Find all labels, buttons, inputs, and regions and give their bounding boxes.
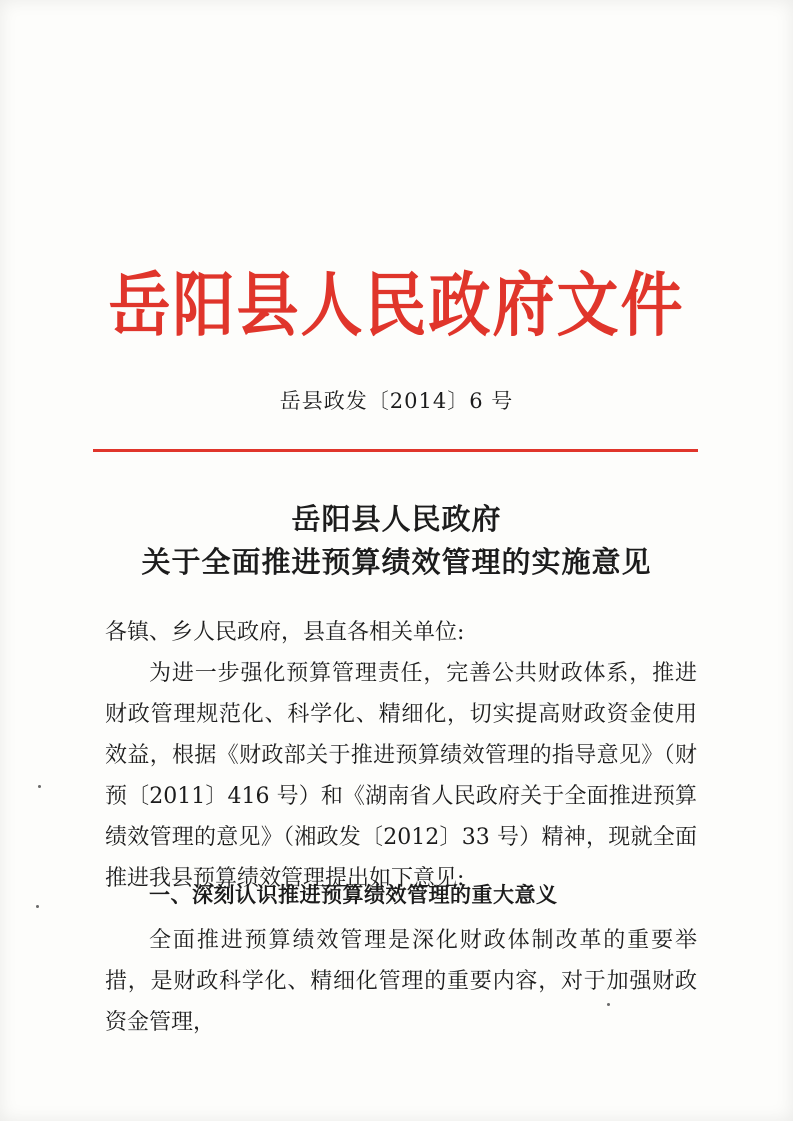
- document-title-line2: 关于全面推进预算绩效管理的实施意见: [141, 545, 652, 579]
- document-title-line1: 岳阳县人民政府: [291, 502, 502, 536]
- section-heading-1: 一、深刻认识推进预算绩效管理的重大意义: [149, 883, 558, 907]
- body-paragraph-2: 全面推进预算绩效管理是深化财政体制改革的重要举措，是财政科学化、精细化管理的重要内容，对于加强财政资金管理，: [105, 928, 697, 1035]
- salutation: 各镇、乡人民政府，县直各相关单位:: [105, 620, 465, 645]
- scan-speck: [38, 785, 41, 788]
- issuer-banner: 岳阳县人民政府文件: [108, 264, 685, 346]
- document-number: 岳县政发〔2014〕6 号: [279, 389, 514, 413]
- body-paragraph-1: 为进一步强化预算管理责任，完善公共财政体系，推进财政管理规范化、科学化、精细化，切实提高财政资金使用效益，根据《财政部关于推进预算绩效管理的指导意见》（财预〔2011〕416 号）和《湖南省人民政府关于全面推进预算绩效管理的意见》（湘政发〔2012〕33 号）精神，现就全面推进我县预算绩效管理提出如下意见:: [105, 661, 697, 891]
- scan-speck: [36, 905, 39, 908]
- red-separator-line: [93, 449, 698, 452]
- scan-speck: [607, 1003, 610, 1006]
